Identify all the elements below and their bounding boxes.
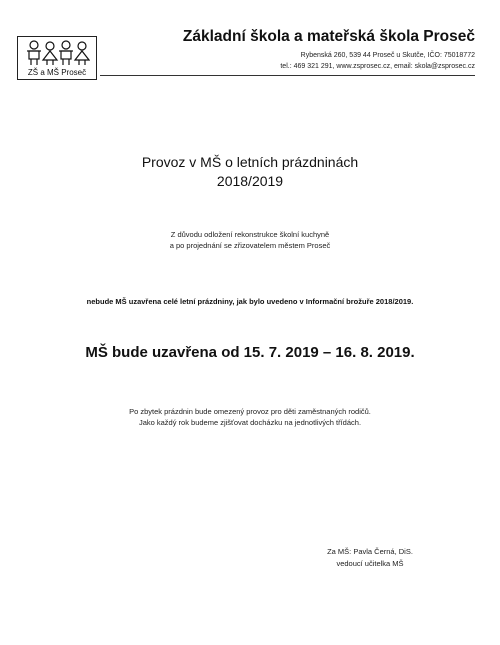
- rest-line-1: Po zbytek prázdnin bude omezený provoz pro děti zaměstnaných rodičů.: [129, 407, 371, 416]
- intro-line-1: Z důvodu odložení rekonstrukce školní kuchyně: [170, 230, 330, 239]
- school-name: Základní škola a mateřská škola Proseč: [182, 28, 475, 45]
- title-line-2: 2018/2019: [216, 173, 284, 189]
- remaining-operation-paragraph: [0, 406, 500, 428]
- intro-paragraph: [0, 229, 500, 251]
- logo-caption: ZŠ a MŠ Proseč: [27, 68, 87, 77]
- title-line-1: Provoz v MŠ o letních prázdninách: [141, 154, 359, 170]
- page-title: [0, 153, 500, 191]
- school-contact: tel.: 469 321 291, www.zsprosec.cz, email: skola@zsprosec.cz: [280, 63, 475, 70]
- signature-block: [315, 546, 425, 570]
- signature-name: Za MŠ: Pavla Černá, DiS.: [327, 547, 413, 556]
- intro-line-2: a po projednání se zřizovatelem městem Proseč: [169, 241, 331, 250]
- signature-role: vedoucí učitelka MŠ: [336, 559, 404, 568]
- header-divider: [100, 75, 475, 76]
- school-address: Rybenská 260, 539 44 Proseč u Skutče, IČO: 75018772: [300, 52, 475, 59]
- rest-line-2: Jako každý rok budeme zjišťovat docházku na jednotlivých třídách.: [138, 418, 362, 427]
- not-closed-statement: nebude MŠ uzavřena celé letní prázdniny, jak bylo uvedeno v Informační brožuře 2018/2019.: [86, 297, 414, 306]
- children-figures-icon: [26, 40, 90, 66]
- school-logo: [17, 36, 97, 80]
- closure-period: MŠ bude uzavřena od 15. 7. 2019 – 16. 8. 2019.: [85, 344, 415, 361]
